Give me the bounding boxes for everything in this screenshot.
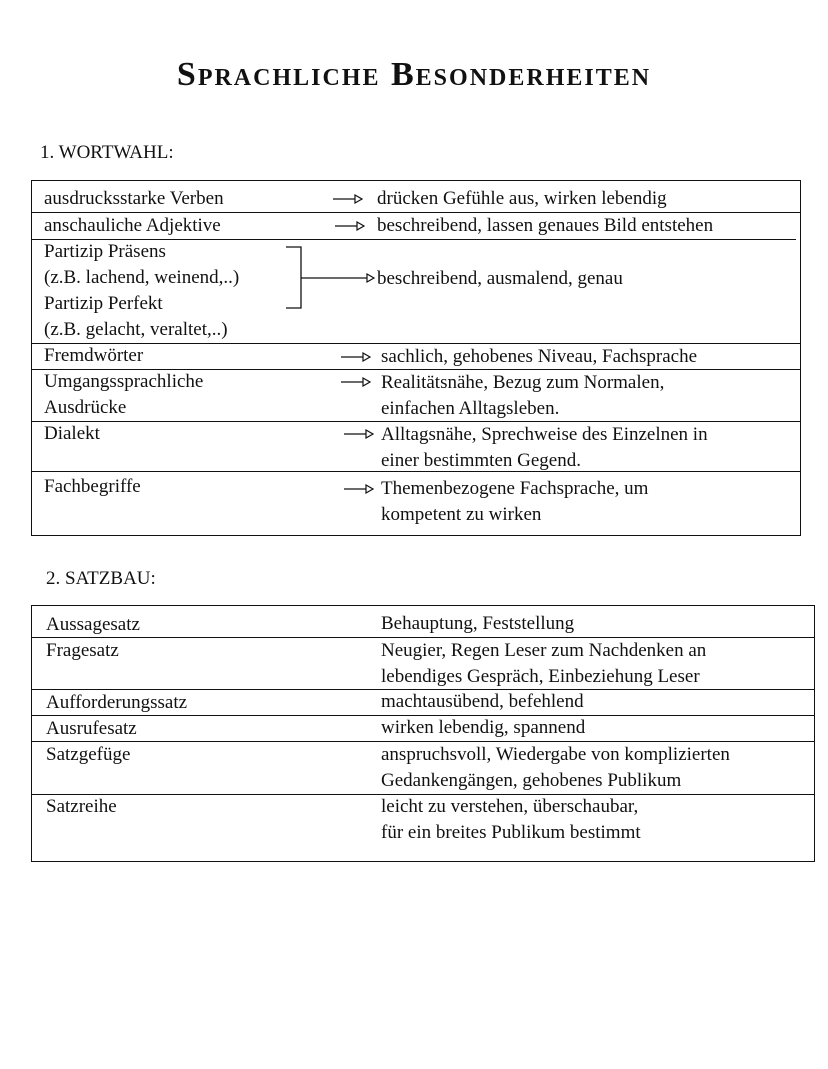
page-title: Sprachliche Besonderheiten xyxy=(176,56,652,93)
desc-cell: kompetent zu wirken xyxy=(381,504,542,525)
desc-cell: einer bestimmten Gegend. xyxy=(381,450,581,471)
desc-cell: Behauptung, Feststellung xyxy=(381,613,575,634)
desc-cell: lebendiges Gespräch, Einbeziehung Leser xyxy=(381,666,700,687)
desc-cell: für ein breites Publikum bestimmt xyxy=(381,822,641,843)
arrow-icon xyxy=(333,194,363,204)
desc-cell: Gedankengängen, gehobenes Publikum xyxy=(381,770,682,791)
desc-cell: machtausübend, befehlend xyxy=(381,691,584,712)
desc-cell: Alltagsnähe, Sprechweise des Einzelnen in xyxy=(381,424,708,445)
desc-cell: wirken lebendig, spannend xyxy=(381,717,586,738)
term-cell: Partizip Perfekt xyxy=(44,293,163,314)
desc-cell: Themenbezogene Fachsprache, um xyxy=(381,478,649,499)
term-cell: anschauliche Adjektive xyxy=(44,215,221,236)
arrow-icon xyxy=(344,429,374,439)
arrow-icon xyxy=(335,221,365,231)
term-cell: Dialekt xyxy=(44,423,100,444)
term-cell: Ausrufesatz xyxy=(46,718,137,739)
desc-cell: Realitätsnähe, Bezug zum Normalen, xyxy=(381,372,665,393)
term-cell: Aufforderungssatz xyxy=(46,692,188,713)
desc-cell: drücken Gefühle aus, wirken lebendig xyxy=(377,188,667,209)
term-cell: Fachbegriffe xyxy=(44,476,141,497)
term-cell: Fremdwörter xyxy=(44,345,144,366)
section-heading-wortwahl: 1. WORTWAHL: xyxy=(40,142,174,163)
desc-cell: anspruchsvoll, Wiedergabe von komplizierten xyxy=(381,744,730,765)
arrow-icon xyxy=(341,352,371,362)
desc-cell: Neugier, Regen Leser zum Nachdenken an xyxy=(381,640,707,661)
bracket-arrow-icon xyxy=(285,246,377,315)
desc-cell: beschreibend, ausmalend, genau xyxy=(377,268,623,289)
term-cell: Umgangssprachliche xyxy=(44,371,204,392)
term-cell: Fragesatz xyxy=(46,640,119,661)
arrow-icon xyxy=(341,377,371,387)
arrow-icon xyxy=(344,484,374,494)
desc-cell: sachlich, gehobenes Niveau, Fachsprache xyxy=(381,346,698,367)
desc-cell: einfachen Alltagsleben. xyxy=(381,398,560,419)
term-cell: (z.B. lachend, weinend,..) xyxy=(44,267,240,288)
term-cell: Satzreihe xyxy=(46,796,117,817)
term-cell: Partizip Präsens xyxy=(44,241,166,262)
term-cell: (z.B. gelacht, veraltet,..) xyxy=(44,319,228,340)
desc-cell: beschreibend, lassen genaues Bild entstehen xyxy=(377,215,714,236)
term-cell: Aussagesatz xyxy=(46,614,140,635)
desc-cell: leicht zu verstehen, überschaubar, xyxy=(381,796,639,817)
term-cell: Ausdrücke xyxy=(44,397,127,418)
section-heading-satzbau: 2. SATZBAU: xyxy=(46,568,156,589)
term-cell: Satzgefüge xyxy=(46,744,131,765)
term-cell: ausdrucksstarke Verben xyxy=(44,188,224,209)
